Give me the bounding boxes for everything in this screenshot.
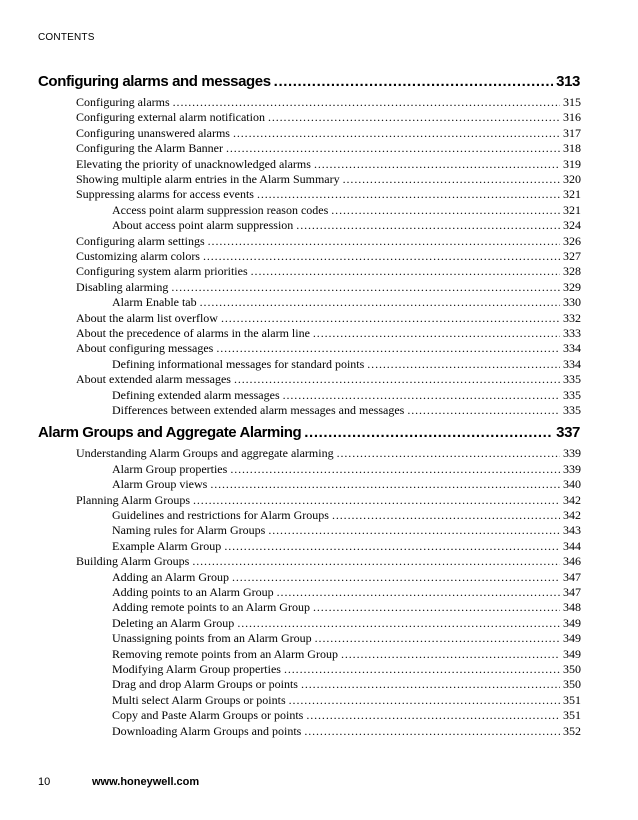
toc-leader-dots: [301, 677, 560, 692]
toc-entry[interactable]: [112, 295, 581, 310]
toc-entry-page: 321: [563, 187, 581, 202]
toc-entry-title: Deleting an Alarm Group: [112, 615, 235, 630]
toc-entry[interactable]: [112, 662, 581, 677]
toc-leader-dots: [304, 724, 560, 739]
toc-entry-title: Customizing alarm colors: [76, 249, 200, 263]
toc-leader-dots: [224, 539, 560, 554]
toc-entry-page: 348: [563, 600, 581, 615]
toc-entry[interactable]: [76, 372, 581, 387]
toc-leader-dots: [230, 462, 560, 477]
toc-entry-title: Planning Alarm Groups: [76, 492, 190, 507]
toc-entry-page: 349: [563, 615, 581, 630]
toc-leader-dots: [193, 493, 560, 508]
toc-entry-page: 351: [563, 708, 581, 723]
toc-leader-dots: [315, 631, 560, 646]
toc-entry-title: Disabling alarming: [76, 279, 169, 294]
toc-entry[interactable]: [76, 280, 581, 295]
toc-entry[interactable]: [76, 554, 581, 569]
toc-entry-title: About configuring messages: [76, 341, 214, 356]
toc-entry-title: Multi select Alarm Groups or points: [112, 692, 286, 707]
toc-entry-page: 316: [563, 110, 581, 125]
toc-entry-title: Adding remote points to an Alarm Group: [112, 600, 310, 615]
toc-entry[interactable]: [112, 677, 581, 692]
toc-leader-dots: [283, 388, 560, 403]
toc-entry[interactable]: [112, 724, 581, 739]
toc-entry-title: Naming rules for Alarm Groups: [112, 523, 266, 538]
toc-leader-dots: [289, 693, 560, 708]
toc-entry-title: Example Alarm Group: [112, 538, 222, 553]
toc-leader-dots: [277, 585, 560, 600]
toc-entry-title: Elevating the priority of unacknowledged alarms: [76, 156, 311, 171]
toc-entry-page: 330: [563, 295, 581, 310]
toc-entry-page: 321: [563, 202, 581, 217]
toc-entry-page: 342: [563, 508, 581, 522]
toc-leader-dots: [203, 249, 560, 264]
toc-entry-page: 318: [563, 141, 581, 156]
toc-entry-title: Removing remote points from an Alarm Group: [112, 646, 338, 661]
toc-entry[interactable]: [112, 523, 581, 538]
toc-entry-page: 339: [563, 446, 581, 461]
toc-leader-dots: [296, 218, 560, 233]
toc-leader-dots: [306, 708, 560, 723]
toc-entry-page: 334: [563, 341, 581, 356]
toc-entry-page: 342: [563, 492, 581, 507]
toc-entry-page: 329: [563, 279, 581, 294]
toc-leader-dots: [226, 141, 560, 156]
toc-entry-title: Access point alarm suppression reason codes: [112, 202, 329, 217]
toc-entry-title: Downloading Alarm Groups and points: [112, 723, 302, 738]
toc-entry-page: 324: [563, 218, 581, 233]
toc-entry-title: Drag and drop Alarm Groups or points: [112, 677, 298, 692]
toc-entry-page: 344: [563, 538, 581, 553]
toc-entry[interactable]: [112, 388, 581, 403]
toc-entry-page: 343: [563, 523, 581, 538]
toc-entry-page: 313: [556, 73, 580, 90]
toc-leader-dots: [314, 157, 560, 172]
toc-entry-title: Alarm Group views: [112, 477, 208, 492]
toc-entry-title: Guidelines and restrictions for Alarm Groups: [112, 508, 329, 522]
toc-entry-page: 326: [563, 233, 581, 248]
toc-entry-title: Configuring system alarm priorities: [76, 264, 248, 279]
toc-entry-page: 335: [563, 372, 581, 387]
toc-leader-dots: [200, 295, 560, 310]
toc-leader-dots: [173, 95, 560, 110]
toc-entry-title: Alarm Group properties: [112, 461, 228, 476]
toc-entry-title: Alarm Groups and Aggregate Alarming: [38, 424, 302, 442]
toc-entry-title: About the precedence of alarms in the alarm line: [76, 326, 310, 340]
toc-entry[interactable]: [112, 539, 581, 554]
toc-leader-dots: [343, 172, 560, 187]
toc-entry-page: 337: [556, 424, 580, 442]
toc-entry-page: 333: [563, 326, 581, 340]
toc-entry-title: Copy and Paste Alarm Groups or points: [112, 708, 304, 723]
toc-entry[interactable]: [112, 708, 581, 723]
toc-entry-page: 350: [563, 677, 581, 692]
toc-entry[interactable]: [76, 249, 581, 264]
toc-entry-title: Suppressing alarms for access events: [76, 187, 254, 202]
toc-entry-title: Configuring alarm settings: [76, 233, 205, 248]
toc-entry[interactable]: [76, 157, 581, 172]
toc-entry[interactable]: [112, 218, 581, 233]
toc-entry[interactable]: [112, 647, 581, 662]
toc-entry-page: 320: [563, 172, 581, 186]
toc-entry[interactable]: [76, 341, 581, 356]
toc-entry-title: About the alarm list overflow: [76, 310, 218, 325]
toc-leader-dots: [210, 477, 560, 492]
toc-leader-dots: [216, 341, 560, 356]
toc-entry-page: 327: [563, 249, 581, 263]
toc-entry[interactable]: [76, 311, 581, 326]
toc-entry[interactable]: [76, 141, 581, 156]
toc-entry-title: Adding points to an Alarm Group: [112, 585, 274, 599]
toc-entry[interactable]: [76, 187, 581, 202]
toc-entry-page: 315: [563, 95, 581, 109]
toc-leader-dots: [407, 403, 560, 418]
toc-leader-dots: [237, 616, 560, 631]
toc-leader-dots: [257, 187, 560, 202]
footer-url: www.honeywell.com: [92, 776, 200, 788]
toc-entry-title: Unassigning points from an Alarm Group: [112, 631, 312, 646]
toc-entry[interactable]: [76, 95, 581, 110]
toc-leader-dots: [313, 326, 560, 341]
toc-entry-page: 339: [563, 461, 581, 476]
toc-entry-page: 334: [563, 356, 581, 371]
toc-leader-dots: [233, 126, 560, 141]
toc-leader-dots: [221, 311, 560, 326]
toc-entry-page: 335: [563, 387, 581, 402]
toc-leader-dots: [313, 600, 560, 615]
toc-entry-page: 349: [563, 646, 581, 661]
toc-entry[interactable]: [112, 357, 581, 372]
toc-entry-title: About access point alarm suppression: [112, 218, 294, 233]
toc-entry-title: Differences between extended alarm messages and messages: [112, 403, 405, 417]
toc-entry-page: 319: [563, 156, 581, 171]
toc-entry-title: Alarm Enable tab: [112, 295, 197, 310]
toc-entry[interactable]: [112, 403, 581, 418]
toc-leader-dots: [268, 523, 560, 538]
toc-entry-page: 335: [563, 403, 581, 417]
toc-leader-dots: [304, 424, 553, 441]
running-head: CONTENTS: [38, 32, 95, 43]
toc-entry-page: 350: [563, 662, 581, 676]
toc-entry-page: 347: [563, 569, 581, 584]
toc-leader-dots: [208, 234, 560, 249]
toc-entry[interactable]: [112, 570, 581, 585]
toc-entry-title: About extended alarm messages: [76, 372, 231, 387]
toc-entry-title: Showing multiple alarm entries in the Alarm Summary: [76, 172, 340, 186]
toc-leader-dots: [284, 662, 560, 677]
page-number: 10: [38, 776, 51, 788]
toc-entry-title: Modifying Alarm Group properties: [112, 662, 281, 676]
toc-entry-page: 346: [563, 554, 581, 569]
toc-leader-dots: [251, 264, 560, 279]
toc-entry-page: 340: [563, 477, 581, 492]
toc-leader-dots: [274, 73, 554, 90]
toc-entry[interactable]: [76, 172, 581, 187]
toc-entry-title: Configuring alarms and messages: [38, 73, 271, 90]
toc-leader-dots: [367, 357, 560, 372]
toc-entry-page: 332: [563, 310, 581, 325]
toc-entry[interactable]: [112, 462, 581, 477]
toc-entry[interactable]: [112, 600, 581, 615]
toc-entry-title: Configuring alarms: [76, 95, 170, 109]
toc-entry[interactable]: [112, 631, 581, 646]
toc-leader-dots: [232, 570, 560, 585]
toc-leader-dots: [341, 647, 560, 662]
toc-entry-title: Understanding Alarm Groups and aggregate alarming: [76, 446, 334, 461]
toc-entry[interactable]: [76, 126, 581, 141]
toc-entry-page: 317: [563, 125, 581, 140]
toc-entry-page: 328: [563, 264, 581, 279]
toc-chapter-entry[interactable]: [38, 424, 580, 441]
toc-entry-page: 349: [563, 631, 581, 646]
toc-leader-dots: [331, 203, 560, 218]
toc-chapter-entry[interactable]: [38, 73, 580, 90]
toc-entry-title: Configuring the Alarm Banner: [76, 141, 223, 156]
toc-leader-dots: [332, 508, 560, 523]
toc-leader-dots: [192, 554, 560, 569]
toc-entry-title: Configuring external alarm notification: [76, 110, 265, 125]
toc-leader-dots: [234, 372, 560, 387]
toc-entry[interactable]: [112, 508, 581, 523]
toc-entry[interactable]: [112, 203, 581, 218]
toc-entry[interactable]: [76, 493, 581, 508]
toc-entry-title: Building Alarm Groups: [76, 554, 190, 569]
toc-entry-title: Configuring unanswered alarms: [76, 125, 230, 140]
toc-entry-title: Defining extended alarm messages: [112, 387, 280, 402]
toc-entry[interactable]: [76, 264, 581, 279]
toc-entry-page: 352: [563, 723, 581, 738]
toc-entry-page: 351: [563, 692, 581, 707]
toc-leader-dots: [337, 446, 560, 461]
toc-entry[interactable]: [112, 616, 581, 631]
toc-entry[interactable]: [76, 446, 581, 461]
toc-entry[interactable]: [76, 110, 581, 125]
toc-leader-dots: [171, 280, 560, 295]
toc-entry-title: Adding an Alarm Group: [112, 569, 229, 584]
toc-entry-title: Defining informational messages for standard points: [112, 356, 365, 371]
toc-entry[interactable]: [112, 477, 581, 492]
toc-entry-page: 347: [563, 585, 581, 599]
toc-entry[interactable]: [76, 326, 581, 341]
toc-entry[interactable]: [112, 585, 581, 600]
toc-entry[interactable]: [112, 693, 581, 708]
toc-entry[interactable]: [76, 234, 581, 249]
toc-leader-dots: [268, 110, 560, 125]
